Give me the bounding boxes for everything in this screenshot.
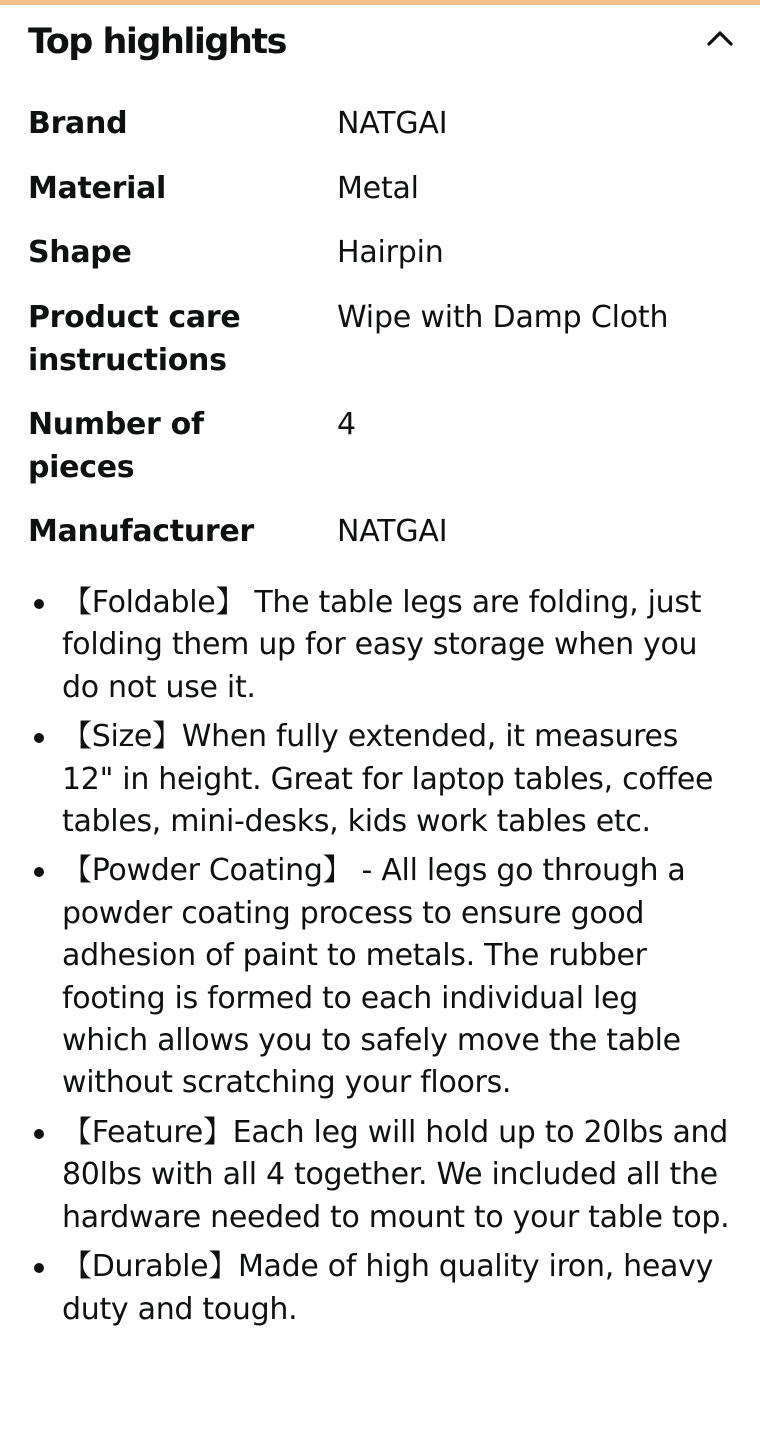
attribute-label: Brand <box>28 106 128 141</box>
attribute-label: Material <box>28 171 166 206</box>
feature-bullet-size <box>0 716 760 843</box>
attribute-value: NATGAI <box>337 106 448 141</box>
feature-bullet-powder-coating <box>0 850 760 1104</box>
bullet-dot-icon <box>34 599 44 609</box>
bullet-text: 【Feature】Each leg will hold up to 20lbs and 80lbs with all 4 together. We included all the hardware needed to mount to your table top. <box>62 1114 730 1235</box>
bullet-text: 【Powder Coating】 - All legs go through a powder coating process to ensure good adhesion of paint to metals. The rubber footing is formed to each individual leg which allows you to safely move the table without scratching your floors. <box>62 853 686 1101</box>
attribute-label: Product care instructions <box>28 300 241 378</box>
feature-bullet-durable <box>0 1246 760 1331</box>
section-title: Top highlights <box>28 22 286 62</box>
attribute-label: Manufacturer <box>28 514 254 549</box>
attribute-value: NATGAI <box>337 514 448 549</box>
feature-bullet-foldable <box>0 582 760 709</box>
bullet-dot-icon <box>34 733 44 743</box>
bullet-dot-icon <box>34 1263 44 1273</box>
bullet-dot-icon <box>34 867 44 877</box>
bullet-text: 【Foldable】 The table legs are folding, just folding them up for easy storage when you do not use it. <box>62 585 702 705</box>
attribute-value: 4 <box>337 407 356 442</box>
bullet-text: 【Durable】Made of high quality iron, heavy duty and tough. <box>62 1249 714 1327</box>
bullet-dot-icon <box>34 1129 44 1139</box>
top-highlights-header[interactable] <box>0 5 760 80</box>
feature-bullet-list <box>0 582 760 1338</box>
attribute-label: Number of pieces <box>28 407 204 485</box>
attribute-value: Hairpin <box>337 235 444 270</box>
feature-bullet-feature <box>0 1112 760 1239</box>
attribute-value: Wipe with Damp Cloth <box>337 300 669 335</box>
chevron-up-icon[interactable] <box>700 19 740 59</box>
bullet-text: 【Size】When fully extended, it measures 12" in height. Great for laptop tables, coffee tables, mini-desks, kids work tables etc. <box>62 719 714 840</box>
attribute-value: Metal <box>337 171 419 206</box>
attribute-label: Shape <box>28 235 132 270</box>
